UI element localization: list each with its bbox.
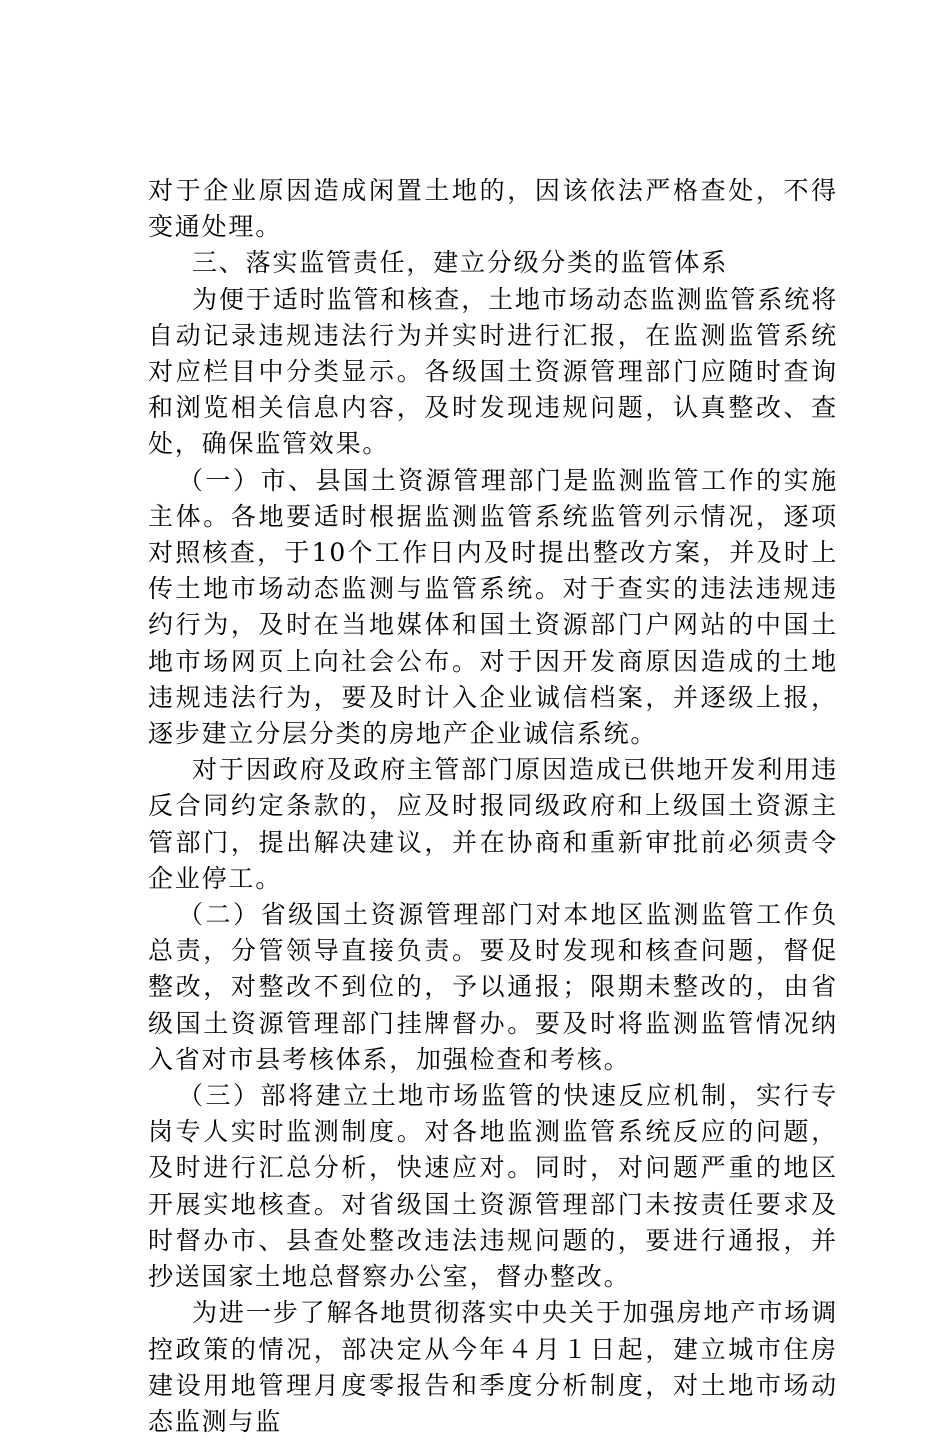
paragraph-monthly-report: 为进一步了解各地贯彻落实中央关于加强房地产市场调控政策的情况，部决定从今年４月１日起，建立城市住房建设用地管理月度零报告和季度分析制度，对土地市场动态监测与监 xyxy=(148,1298,838,1436)
paragraph-item-two: （二）省级国土资源管理部门对本地区监测监管工作负总责，分管领导直接负责。要及时发现和核查问题，督促整改，对整改不到位的，予以通报；限期未整改的，由省级国土资源管理部门挂牌督办。要及时将监测监管情况纳入省对市县考核体系，加强检查和考核。 xyxy=(148,900,838,1074)
section-heading: 三、落实监管责任，建立分级分类的监管体系 xyxy=(192,248,729,278)
document-body xyxy=(148,173,838,1440)
paragraph-item-three: （三）部将建立土地市场监管的快速反应机制，实行专岗专人实时监测制度。对各地监测监管系统反应的问题，及时进行汇总分析，快速应对。同时，对问题严重的地区开展实地核查。对省级国土资源管理部门未按责任要求及时督办市、县查处整改违法违规问题的，要进行通报，并抄送国家土地总督察办公室，督办整改。 xyxy=(148,1081,838,1292)
paragraph-idle-land: 对于企业原因造成闲置土地的，因该依法严格查处，不得变通处理。 xyxy=(148,176,838,242)
paragraph-government-cause: 对于因政府及政府主管部门原因造成已供地开发利用违反合同约定条款的，应及时报同级政府和上级国土资源主管部门，提出解决建议，并在协商和重新审批前必须责令企业停工。 xyxy=(148,755,838,893)
paragraph-monitoring-system: 为便于适时监管和核查，土地市场动态监测监管系统将自动记录违规违法行为并实时进行汇报，在监测监管系统对应栏目中分类显示。各级国土资源管理部门应随时查询和浏览相关信息内容，及时发现违规问题，认真整改、查处，确保监管效果。 xyxy=(148,284,838,459)
paragraph-item-one: （一）市、县国土资源管理部门是监测监管工作的实施主体。各地要适时根据监测监管系统监管列示情况，逐项对照核查，于10个工作日内及时提出整改方案，并及时上传土地市场动态监测与监管系统。对于查实的违法违规违约行为，及时在当地媒体和国土资源部门户网站的中国土地市场网页上向社会公布。对于因开发商原因造成的土地违规违法行为，要及时计入企业诚信档案，并逐级上报，逐步建立分层分类的房地产企业诚信系统。 xyxy=(148,465,838,749)
